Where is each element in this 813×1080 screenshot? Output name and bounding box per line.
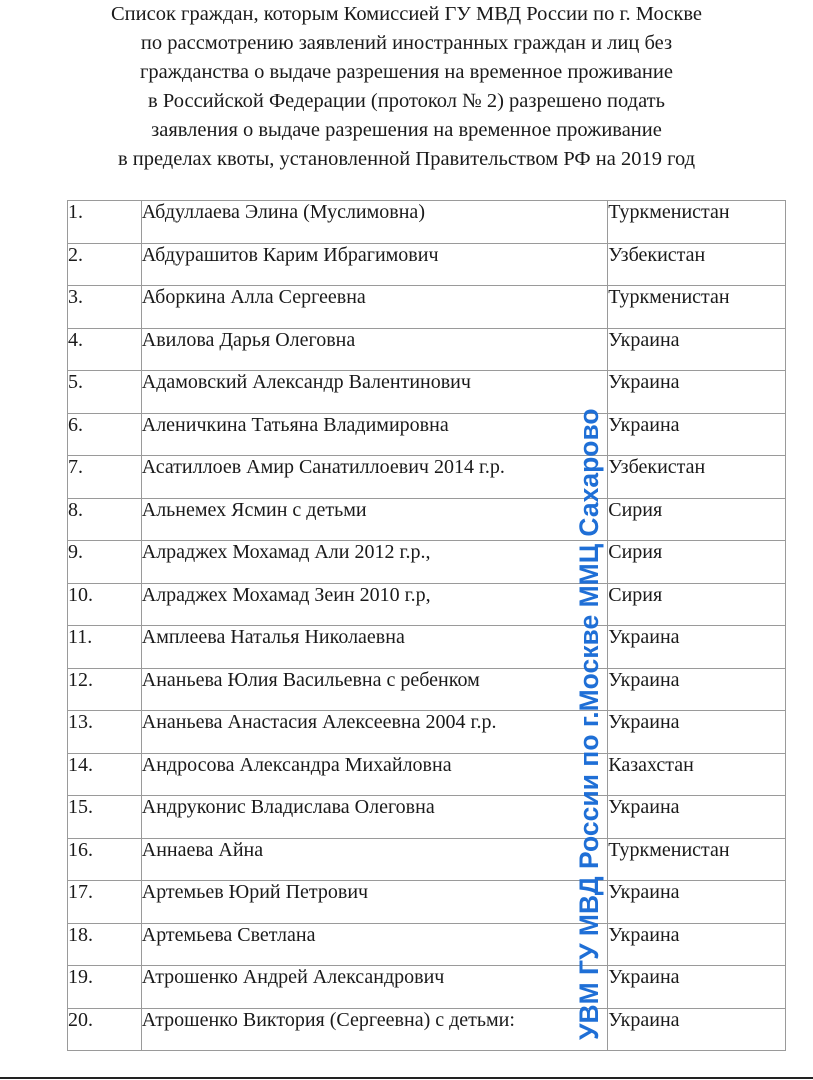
row-number: 2. <box>68 243 142 286</box>
citizen-country: Сирия <box>608 498 786 541</box>
table-row <box>68 541 786 584</box>
citizen-name: Алраджех Мохамад Зеин 2010 г.р, <box>141 583 608 626</box>
row-number: 7. <box>68 456 142 499</box>
row-number: 10. <box>68 583 142 626</box>
citizen-country: Украина <box>608 966 786 1009</box>
table-row <box>68 201 786 244</box>
row-number: 11. <box>68 626 142 669</box>
document-title <box>0 0 813 174</box>
row-number: 17. <box>68 881 142 924</box>
title-line: по рассмотрению заявлений иностранных граждан и лиц без <box>140 32 673 54</box>
bottom-divider <box>0 1077 813 1079</box>
table-row <box>68 711 786 754</box>
citizen-country: Украина <box>608 881 786 924</box>
row-number: 20. <box>68 1008 142 1051</box>
row-number: 3. <box>68 286 142 329</box>
table-row <box>68 753 786 796</box>
table-row <box>68 923 786 966</box>
citizen-name: Аборкина Алла Сергеевна <box>141 286 608 329</box>
citizen-country: Украина <box>608 1008 786 1051</box>
citizens-table-body <box>68 201 786 1051</box>
citizen-country: Узбекистан <box>608 456 786 499</box>
row-number: 9. <box>68 541 142 584</box>
citizen-country: Туркменистан <box>608 286 786 329</box>
citizen-name: Ананьева Анастасия Алексеевна 2004 г.р. <box>141 711 608 754</box>
row-number: 8. <box>68 498 142 541</box>
citizen-name: Авилова Дарья Олеговна <box>141 328 608 371</box>
row-number: 1. <box>68 201 142 244</box>
citizen-name: Атрошенко Виктория (Сергеевна) с детьми: <box>141 1008 608 1051</box>
citizen-country: Украина <box>608 668 786 711</box>
row-number: 18. <box>68 923 142 966</box>
row-number: 12. <box>68 668 142 711</box>
title-line: в пределах квоты, установленной Правительством РФ на 2019 год <box>117 148 696 170</box>
citizen-country: Казахстан <box>608 753 786 796</box>
table-row <box>68 626 786 669</box>
table-row <box>68 966 786 1009</box>
citizen-name: Андруконис Владислава Олеговна <box>141 796 608 839</box>
table-row <box>68 881 786 924</box>
table-row <box>68 838 786 881</box>
table-row <box>68 413 786 456</box>
title-line: Список граждан, которым Комиссией ГУ МВД России по г. Москве <box>110 3 703 25</box>
citizen-name: Адамовский Александр Валентинович <box>141 371 608 414</box>
row-number: 6. <box>68 413 142 456</box>
citizen-country: Сирия <box>608 541 786 584</box>
citizen-name: Алраджех Мохамад Али 2012 г.р., <box>141 541 608 584</box>
citizen-name: Альнемех Ясмин с детьми <box>141 498 608 541</box>
citizen-name: Аннаева Айна <box>141 838 608 881</box>
table-row <box>68 583 786 626</box>
citizen-country: Украина <box>608 711 786 754</box>
citizen-name: Асатиллоев Амир Санатиллоевич 2014 г.р. <box>141 456 608 499</box>
table-row <box>68 328 786 371</box>
table-row <box>68 498 786 541</box>
citizen-country: Туркменистан <box>608 201 786 244</box>
citizen-name: Аленичкина Татьяна Владимировна <box>141 413 608 456</box>
citizen-name: Атрошенко Андрей Александрович <box>141 966 608 1009</box>
citizen-country: Украина <box>608 413 786 456</box>
citizen-name: Абдурашитов Карим Ибрагимович <box>141 243 608 286</box>
table-row <box>68 456 786 499</box>
citizen-country: Украина <box>608 328 786 371</box>
watermark: УВМ ГУ МВД России по г.Москве ММЦ Сахарово <box>574 408 604 1040</box>
citizen-name: Артемьева Светлана <box>141 923 608 966</box>
citizen-country: Сирия <box>608 583 786 626</box>
citizen-name: Андросова Александра Михайловна <box>141 753 608 796</box>
row-number: 16. <box>68 838 142 881</box>
title-line: гражданства о выдаче разрешения на временное проживание <box>140 61 673 83</box>
table-row <box>68 668 786 711</box>
row-number: 19. <box>68 966 142 1009</box>
row-number: 15. <box>68 796 142 839</box>
row-number: 4. <box>68 328 142 371</box>
table-row <box>68 286 786 329</box>
citizen-country: Украина <box>608 796 786 839</box>
table-row <box>68 371 786 414</box>
table-row <box>68 1008 786 1051</box>
citizens-table <box>67 200 786 1051</box>
citizen-name: Ананьева Юлия Васильевна с ребенком <box>141 668 608 711</box>
citizen-country: Узбекистан <box>608 243 786 286</box>
citizen-country: Туркменистан <box>608 838 786 881</box>
row-number: 13. <box>68 711 142 754</box>
table-row <box>68 243 786 286</box>
citizen-name: Абдуллаева Элина (Муслимовна) <box>141 201 608 244</box>
citizen-country: Украина <box>608 371 786 414</box>
citizen-country: Украина <box>608 626 786 669</box>
table-row <box>68 796 786 839</box>
title-line: заявления о выдаче разрешения на временное проживание <box>151 119 662 141</box>
citizen-name: Амплеева Наталья Николаевна <box>141 626 608 669</box>
row-number: 5. <box>68 371 142 414</box>
citizen-country: Украина <box>608 923 786 966</box>
row-number: 14. <box>68 753 142 796</box>
citizen-name: Артемьев Юрий Петрович <box>141 881 608 924</box>
title-line: в Российской Федерации (протокол № 2) разрешено подать <box>148 90 665 112</box>
